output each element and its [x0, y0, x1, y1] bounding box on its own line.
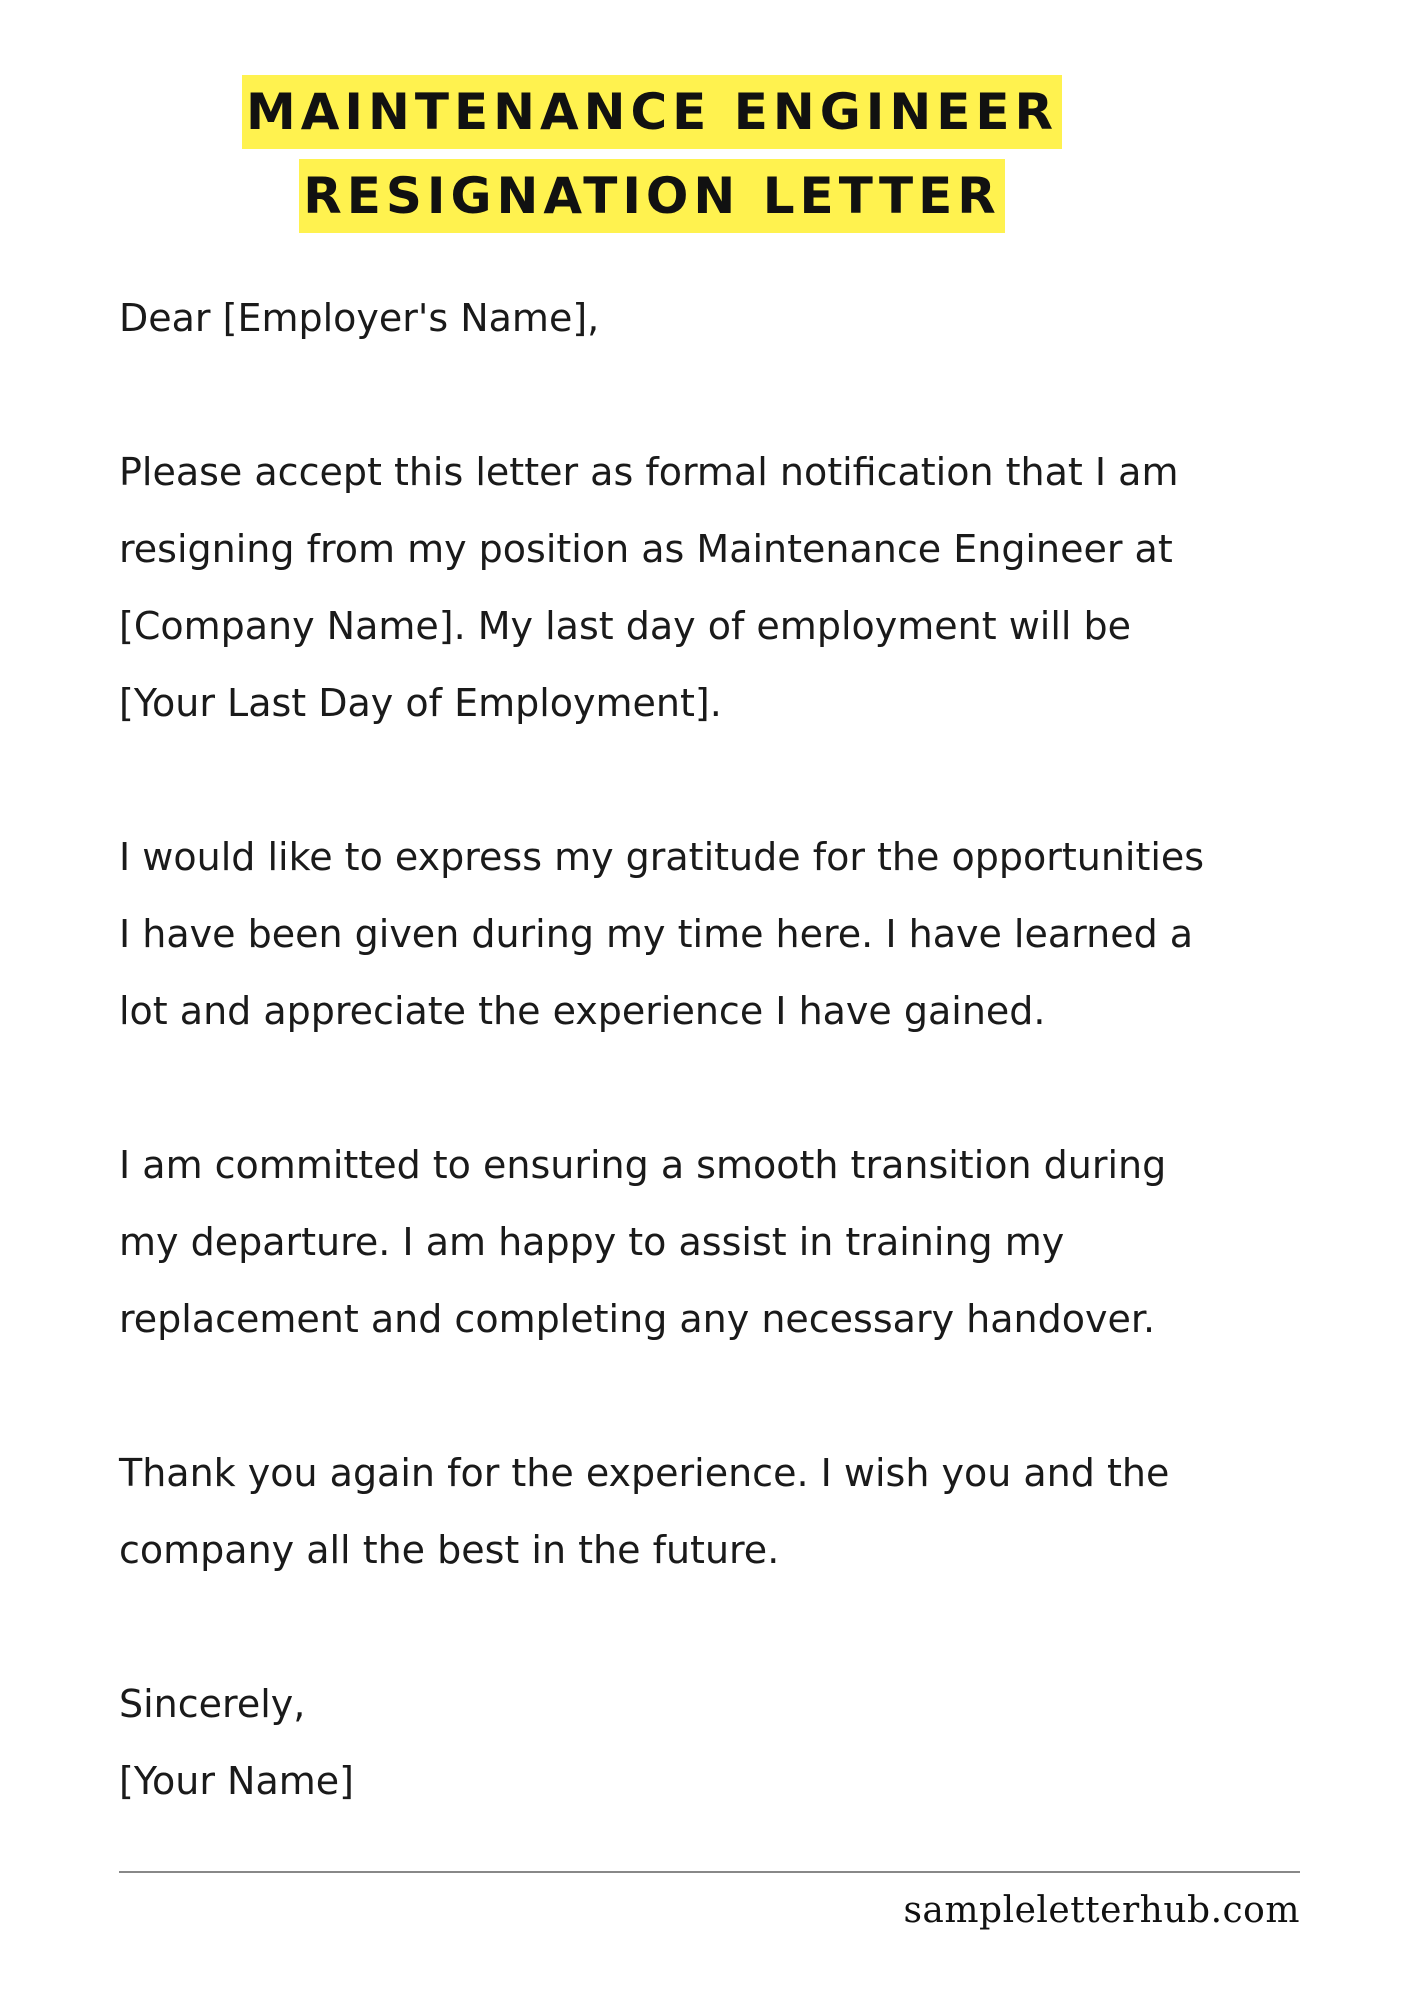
paragraph-4-line: Thank you again for the experience. I wish you and the — [119, 1451, 1170, 1495]
paragraph-2-line: lot and appreciate the experience I have gained. — [119, 989, 1046, 1033]
paragraph-2 — [119, 819, 1359, 1050]
letter-body — [119, 280, 1359, 1820]
closing: Sincerely, — [119, 1682, 306, 1726]
paragraph-3-line: my departure. I am happy to assist in training my — [119, 1220, 1065, 1264]
footer-website: sampleletterhub.com — [903, 1890, 1300, 1931]
paragraph-1-line: [Company Name]. My last day of employment will be — [119, 604, 1132, 648]
paragraph-3-line: I am committed to ensuring a smooth transition during — [119, 1143, 1167, 1187]
paragraph-3 — [119, 1127, 1359, 1358]
paragraph-1-line: resigning from my position as Maintenance Engineer at — [119, 527, 1173, 571]
closing-block — [119, 1666, 1359, 1820]
salutation: Dear [Employer's Name], — [119, 296, 600, 340]
paragraph-2-line: I have been given during my time here. I have learned a — [119, 912, 1194, 956]
paragraph-2-line: I would like to express my gratitude for the opportunities — [119, 835, 1205, 879]
title-line-2: RESIGNATION LETTER — [299, 159, 1004, 233]
page-title — [0, 75, 1414, 233]
paragraph-3-line: replacement and completing any necessary handover. — [119, 1297, 1156, 1341]
footer-divider — [119, 1871, 1300, 1873]
paragraph-1-line: [Your Last Day of Employment]. — [119, 681, 722, 725]
signature: [Your Name] — [119, 1759, 354, 1803]
paragraph-1 — [119, 434, 1359, 742]
paragraph-1-line: Please accept this letter as formal notification that I am — [119, 450, 1179, 494]
title-line-1: MAINTENANCE ENGINEER — [242, 75, 1062, 149]
paragraph-4 — [119, 1435, 1359, 1589]
paragraph-4-line: company all the best in the future. — [119, 1528, 780, 1572]
